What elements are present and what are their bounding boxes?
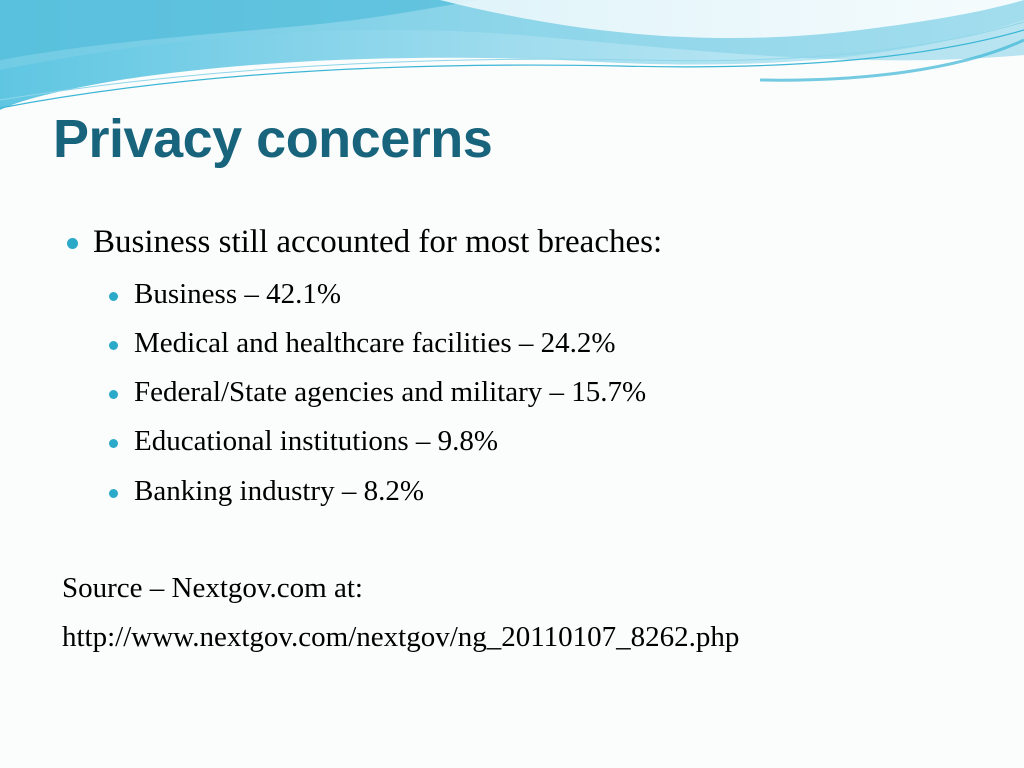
bullet-dot-icon [109, 439, 118, 448]
sub-bullet-item: Educational institutions – 9.8% [134, 425, 499, 457]
bullet-item: Business still accounted for most breaches: [93, 224, 663, 260]
sub-bullet-item: Federal/State agencies and military – 15.7% [134, 376, 647, 408]
bullet-dot-icon [67, 238, 78, 249]
slide-title: Privacy concerns [53, 109, 493, 169]
bullet-dot-icon [109, 292, 118, 301]
sub-bullet-item: Business – 42.1% [134, 278, 342, 310]
sub-bullet-item: Banking industry – 8.2% [134, 475, 424, 507]
sub-bullet-item: Medical and healthcare facilities – 24.2% [134, 327, 616, 359]
bullet-dot-icon [109, 390, 118, 399]
source-label: Source – Nextgov.com at: [62, 572, 363, 604]
bullet-dot-icon [109, 341, 118, 350]
source-url: http://www.nextgov.com/nextgov/ng_20110107_8262.php [62, 621, 740, 653]
bullet-dot-icon [109, 489, 118, 498]
